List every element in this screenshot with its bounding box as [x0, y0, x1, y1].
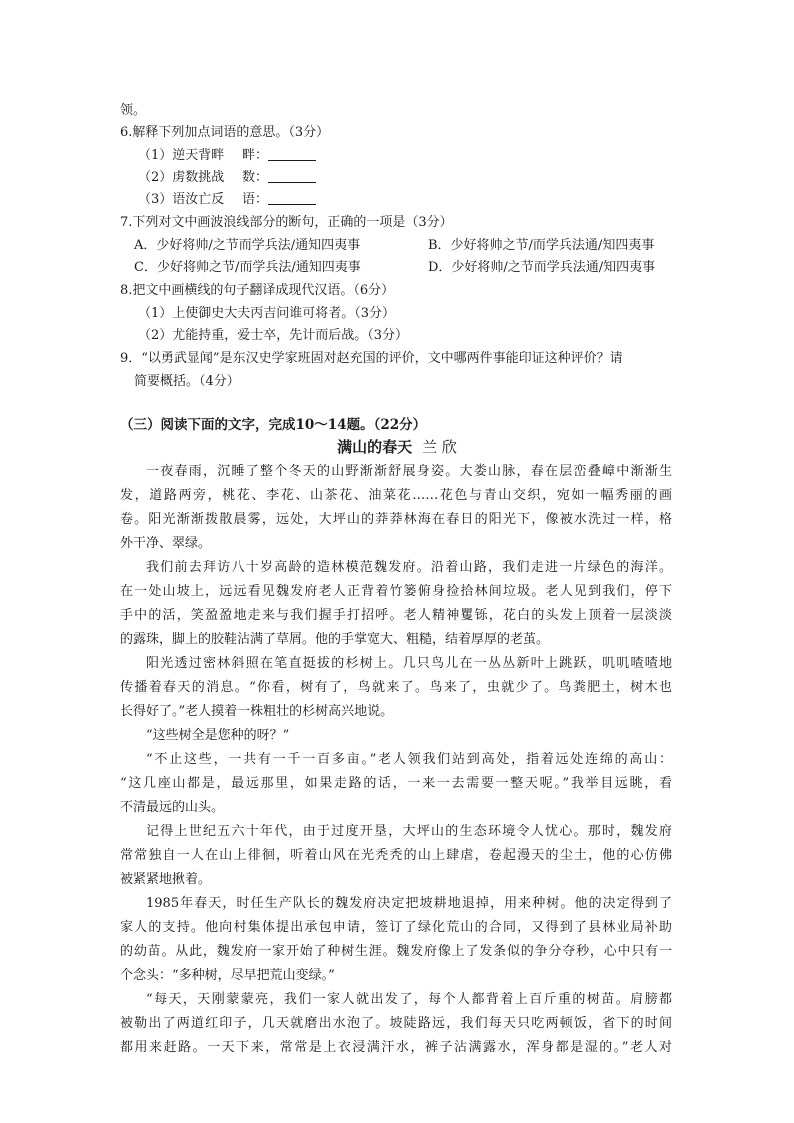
q6-item-3-word: 语： [242, 192, 269, 207]
passage-line: 被紧紧地揪着。 [120, 872, 212, 887]
passage-line: 发，道路两旁，桃花、李花、山茶花、油菜花……花色与青山交织，宛如一幅秀丽的画 [120, 488, 672, 503]
passage-line: 传播着春天的消息。“你看，树有了，鸟就来了。鸟来了，虫就少了。鸟粪肥土，树木也 [120, 680, 672, 695]
q6-item-1-blank[interactable] [268, 146, 316, 161]
q7-option-b[interactable]: B．少好将帅之节/而学兵法通/知四夷事 [428, 238, 655, 253]
top-fragment: 领。 [120, 103, 147, 118]
passage-line: 个念头：“多种树，尽早把荒山变绿。” [120, 968, 335, 983]
passage-line: 被勒出了两道红印子，几天就磨出水泡了。坡陡路远，我们每天只吃两顿饭，省下的时间 [120, 1016, 672, 1031]
q9-line-1: 9．“以勇武显闻”是东汉史学家班固对赵充国的评价，文中哪两件事能印证这种评价？请 [120, 351, 623, 366]
passage-line: 家人的支持。他向村集体提出承包申请，签订了绿化荒山的合同，又得到了县林业局补助 [120, 920, 672, 935]
passage-title: 满山的春天 [337, 438, 413, 456]
passage-line: 在一处山坡上，远远看见魏发府老人正背着竹篓俯身捡拾林间垃圾。老人见到我们，停下 [120, 584, 672, 599]
q8-item-2: （2）尤能持重，爱士卒，先计而后战。（3分） [138, 328, 409, 343]
q7-stem: 7.下列对文中画波浪线部分的断句，正确的一项是（3分） [120, 215, 453, 230]
q6-item-1-word: 畔： [242, 148, 269, 163]
passage-line: 1985年春天，时任生产队长的魏发府决定把坡耕地退掉，用来种树。他的决定得到了 [146, 896, 672, 911]
passage-line: 手中的活，笑盈盈地走来与我们握手打招呼。老人精神矍铄，花白的头发上顶着一层淡淡 [120, 608, 672, 623]
passage-line: 都用来赶路。一天下来，常常是上衣浸满汗水，裤子沾满露水，浑身都是湿的。”老人对 [120, 1040, 672, 1055]
q6-stem: 6.解释下列加点词语的意思。（3分） [120, 125, 330, 140]
passage-line: 外干净、翠绿。 [120, 536, 212, 551]
q6-item-3-label: （3）语汝亡反 [138, 192, 225, 207]
passage-line: 不清最远的山头。 [120, 800, 225, 815]
passage-line: 长得好了。”老人摸着一株粗壮的杉树高兴地说。 [120, 704, 394, 719]
passage-line: 我们前去拜访八十岁高龄的造林模范魏发府。沿着山路，我们走进一片绿色的海洋。 [146, 560, 672, 575]
section-3-heading: （三）阅读下面的文字，完成10～14题。（22分） [120, 417, 427, 433]
q6-item-3-blank[interactable] [268, 190, 316, 205]
q6-item-3 [138, 190, 316, 210]
passage-line: “不止这些，一共有一千一百多亩。”老人领我们站到高处，指着远处连绵的高山： [146, 752, 672, 767]
q7-option-a[interactable]: A．少好将帅/之节而学兵法/通知四夷事 [134, 238, 361, 253]
passage-line: 常常独自一人在山上徘徊，听着山风在光秃秃的山上肆虐，卷起漫天的尘土，他的心仿佛 [120, 848, 672, 863]
q6-item-1-label: （1）逆天背畔 [138, 148, 225, 163]
q6-item-2-label: （2）虏数挑战 [138, 170, 225, 185]
passage-title-line [0, 437, 794, 457]
passage-line: “每天，天刚蒙蒙亮，我们一家人就出发了，每个人都背着上百斤重的树苗。肩膀都 [146, 992, 672, 1007]
q6-item-2-blank[interactable] [268, 168, 316, 183]
q6-item-1 [138, 146, 316, 166]
passage-line: 的露珠，脚上的胶鞋沾满了草屑。他的手掌宽大、粗糙，结着厚厚的老茧。 [120, 632, 550, 647]
passage-line: 阳光透过密林斜照在笔直挺拔的杉树上。几只鸟儿在一丛丛新叶上跳跃，叽叽喳喳地 [146, 656, 672, 671]
q8-item-1: （1）上使御史大夫丙吉问谁可将者。（3分） [138, 306, 396, 321]
passage-author: 兰 欣 [422, 438, 457, 456]
passage-line: 卷。阳光渐渐拨散晨雾，远处，大坪山的莽莽林海在春日的阳光下，像被水洗过一样，格 [120, 512, 672, 527]
q6-item-2-word: 数： [242, 170, 269, 185]
q6-item-2 [138, 168, 316, 188]
q7-option-c[interactable]: C．少好将帅之节/而学兵法/通知四夷事 [134, 260, 361, 275]
passage-line: 记得上世纪五六十年代，由于过度开垦，大坪山的生态环境令人忧心。那时，魏发府 [146, 824, 672, 839]
passage-line: “这些树全是您种的呀？” [146, 728, 290, 743]
q9-line-2: 简要概括。（4分） [134, 374, 240, 389]
q7-option-d[interactable]: D．少好将帅/之节而学兵法通/知四夷事 [428, 260, 656, 275]
passage-line: 的幼苗。从此，魏发府一家开始了种树生涯。魏发府像上了发条似的争分夺秒，心中只有一 [120, 944, 672, 959]
passage-line: “这几座山都是，最远那里，如果走路的话，一来一去需要一整天呢。”我举目远眺，看 [120, 776, 672, 791]
q8-stem: 8.把文中画横线的句子翻译成现代汉语。（6分） [120, 283, 395, 298]
passage-line: 一夜春雨，沉睡了整个冬天的山野渐渐舒展身姿。大娄山脉，春在层峦叠嶂中渐渐生 [146, 464, 672, 479]
